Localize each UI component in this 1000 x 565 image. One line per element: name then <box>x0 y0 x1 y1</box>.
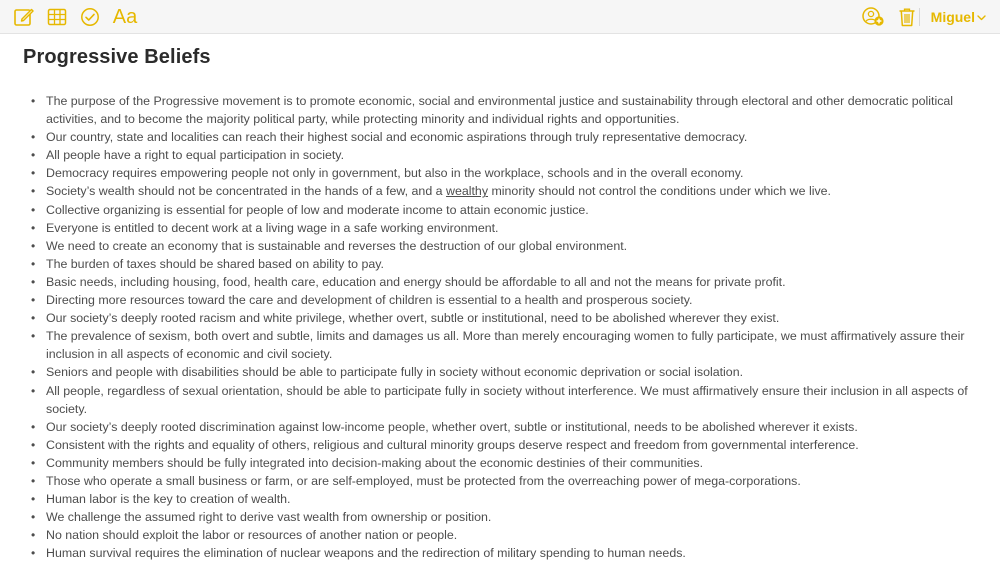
list-item-text-end: minority should not control the conditions under which we live. <box>488 184 832 199</box>
list-item-text: Seniors and people with disabilities should be able to participate fully in society without economic deprivation or social isolation. <box>46 365 744 380</box>
bullet: • <box>31 473 36 488</box>
list-item[interactable] <box>0 508 1000 526</box>
list-item-text: The prevalence of sexism, both overt and subtle, limits and damages us all. More than merely encouraging women to fully participate, we must affirmatively assure their inclusion in all aspects of economic and civil society. <box>46 329 965 362</box>
bullet: • <box>31 256 36 271</box>
list-item-text: Community members should be fully integrated into decision-making about the economic destinies of their communities. <box>46 455 704 470</box>
list-item[interactable] <box>0 526 1000 544</box>
list-item[interactable] <box>0 182 1000 200</box>
toolbar <box>0 0 1000 34</box>
list-item-text: Directing more resources toward the care and development of children is essential to a health and prosperous society. <box>46 293 693 308</box>
list-item-text: Everyone is entitled to decent work at a living wage in a safe working environment. <box>46 220 499 235</box>
account-menu[interactable] <box>931 6 986 28</box>
list-item[interactable] <box>0 327 1000 363</box>
underlined-word[interactable]: wealthy <box>446 184 489 199</box>
bullet: • <box>31 365 36 380</box>
list-item[interactable] <box>0 418 1000 436</box>
note-title[interactable]: Progressive Beliefs <box>23 46 211 68</box>
bullet: • <box>31 510 36 525</box>
list-item-text: The burden of taxes should be shared based on ability to pay. <box>46 256 384 271</box>
bullet: • <box>31 220 36 235</box>
list-item-text: Our society’s deeply rooted discrimination against low-income people, whether overt, subtle or institutional, needs to be abolished wherever it exists. <box>46 419 858 434</box>
note-editor[interactable] <box>0 34 1000 565</box>
list-item[interactable] <box>0 146 1000 164</box>
checklist-icon[interactable] <box>78 5 102 29</box>
bullet: • <box>31 329 36 344</box>
list-item-text: All people, regardless of sexual orientation, should be able to participate fully in society without interference. We must affirmatively ensure their inclusion in all aspects of society. <box>46 383 968 416</box>
bullet: • <box>31 238 36 253</box>
bullet: • <box>31 492 36 507</box>
toolbar-divider <box>919 8 920 26</box>
list-item-text: No nation should exploit the labor or resources of another nation or people. <box>46 528 458 543</box>
bullet: • <box>31 274 36 289</box>
bullet: • <box>31 202 36 217</box>
bullet: • <box>31 130 36 145</box>
list-item[interactable] <box>0 363 1000 381</box>
bullet: • <box>31 184 36 199</box>
list-item[interactable] <box>0 436 1000 454</box>
bullet: • <box>31 528 36 543</box>
list-item[interactable] <box>0 164 1000 182</box>
chevron-down-icon <box>977 9 986 25</box>
list-item[interactable] <box>0 472 1000 490</box>
list-item[interactable] <box>0 92 1000 128</box>
table-icon[interactable] <box>45 5 69 29</box>
bullet: • <box>31 293 36 308</box>
compose-icon[interactable] <box>12 5 36 29</box>
belief-list <box>0 92 1000 562</box>
list-item-text: Consistent with the rights and equality of others, religious and cultural minority groups deserve respect and freedom from governmental interference. <box>46 437 859 452</box>
list-item[interactable] <box>0 454 1000 472</box>
bullet: • <box>31 455 36 470</box>
list-item-text: All people have a right to equal participation in society. <box>46 148 345 163</box>
list-item-text: Basic needs, including housing, food, health care, education and energy should be affordable to all and not the means for private profit. <box>46 274 786 289</box>
list-item[interactable] <box>0 201 1000 219</box>
list-item[interactable] <box>0 382 1000 418</box>
list-item[interactable] <box>0 544 1000 562</box>
bullet: • <box>31 94 36 108</box>
list-item[interactable] <box>0 128 1000 146</box>
list-item-text: The purpose of the Progressive movement is to promote economic, social and environmental justice and sustainability through electoral and other democratic political activities, and to become the majority political party, while protecting minority and individual rights and opportunities. <box>46 94 954 127</box>
bullet: • <box>31 148 36 163</box>
collaborate-icon[interactable] <box>860 5 886 29</box>
list-item-text: Human survival requires the elimination of nuclear weapons and the redirection of military spending to human needs. <box>46 546 686 561</box>
bullet: • <box>31 419 36 434</box>
bullet: • <box>31 383 36 398</box>
list-item-text: Democracy requires empowering people not only in government, but also in the workplace, schools and in the overall economy. <box>46 166 744 181</box>
list-item[interactable] <box>0 273 1000 291</box>
list-item[interactable] <box>0 237 1000 255</box>
list-item[interactable] <box>0 255 1000 273</box>
trash-icon[interactable] <box>896 5 918 29</box>
list-item-text: We challenge the assumed right to derive vast wealth from ownership or position. <box>46 510 492 525</box>
format-label: Aa <box>112 6 138 28</box>
list-item[interactable] <box>0 490 1000 508</box>
list-item[interactable] <box>0 291 1000 309</box>
list-item[interactable] <box>0 309 1000 327</box>
list-item-text: Human labor is the key to creation of wealth. <box>46 492 291 507</box>
list-item-text: Those who operate a small business or farm, or are self-employed, must be protected from the overreaching power of mega-corporations. <box>46 473 801 488</box>
list-item-text: We need to create an economy that is sustainable and reverses the destruction of our global environment. <box>46 238 628 253</box>
list-item-text-start: Society’s wealth should not be concentrated in the hands of a few, and a <box>46 184 446 199</box>
account-name: Miguel <box>930 9 975 25</box>
list-item-text: Collective organizing is essential for people of low and moderate income to attain economic justice. <box>46 202 589 217</box>
list-item[interactable] <box>0 219 1000 237</box>
bullet: • <box>31 546 36 561</box>
bullet: • <box>31 311 36 326</box>
list-item-text: Our country, state and localities can reach their highest social and economic aspirations through truly representative democracy. <box>46 130 748 145</box>
list-item-text: Our society’s deeply rooted racism and white privilege, whether overt, subtle or institutional, need to be abolished wherever they exist. <box>46 311 780 326</box>
bullet: • <box>31 437 36 452</box>
format-icon[interactable] <box>111 5 139 29</box>
bullet: • <box>31 166 36 181</box>
